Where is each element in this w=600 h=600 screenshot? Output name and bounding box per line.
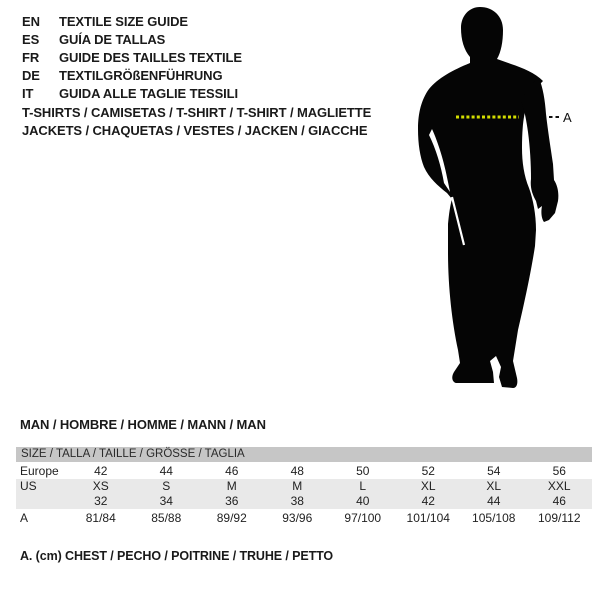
language-code: EN [22, 13, 40, 29]
size-table-header: SIZE / TALLA / TAILLE / GRÖSSE / TAGLIA [16, 447, 592, 462]
language-code: IT [22, 85, 34, 101]
size-value: 46 [552, 494, 566, 508]
size-value: M [292, 479, 303, 493]
section-title: MAN / HOMBRE / HOMME / MANN / MAN [20, 417, 266, 432]
size-table [16, 447, 592, 526]
man-silhouette [418, 7, 543, 388]
table-line [16, 464, 592, 479]
size-table-body [16, 464, 592, 526]
size-value: 109/112 [538, 511, 581, 525]
size-value: 32 [94, 494, 108, 508]
size-value: 36 [225, 494, 239, 508]
chest-footnote: A. (cm) CHEST / PECHO / POITRINE / TRUHE / PETTO [20, 549, 334, 563]
size-value: 56 [552, 464, 566, 478]
language-label: TEXTILE SIZE GUIDE [59, 13, 188, 29]
language-label: GUIDA ALLE TAGLIE TESSILI [59, 85, 239, 101]
size-value: 89/92 [216, 511, 247, 525]
table-row [16, 464, 592, 479]
language-row [22, 48, 242, 66]
table-row [16, 479, 592, 509]
table-line [16, 511, 592, 526]
row-label [16, 494, 68, 509]
row-label: US [20, 479, 37, 493]
language-code: ES [22, 31, 40, 47]
size-value: 38 [290, 494, 304, 508]
language-list [22, 12, 242, 102]
size-value: 85/88 [151, 511, 182, 525]
row-label: Europe [20, 464, 59, 478]
language-code: DE [22, 67, 40, 83]
language-label: GUIDE DES TAILLES TEXTILE [59, 49, 242, 65]
measure-label-a: A [563, 110, 572, 125]
size-value: XS [92, 479, 109, 493]
size-value: L [359, 479, 367, 493]
size-value: 42 [421, 494, 435, 508]
size-value: 52 [421, 464, 435, 478]
table-line [16, 479, 592, 494]
language-row [22, 84, 242, 102]
table-line [16, 494, 592, 509]
language-label: GUÍA DE TALLAS [59, 31, 166, 47]
size-value: M [226, 479, 237, 493]
size-value: 54 [487, 464, 501, 478]
size-value: 97/100 [344, 511, 382, 525]
size-value: 40 [356, 494, 370, 508]
row-label: A [20, 511, 29, 525]
category-line: JACKETS / CHAQUETAS / VESTES / JACKEN / GIACCHE [22, 123, 368, 138]
language-code: FR [22, 49, 40, 65]
size-value: 48 [290, 464, 304, 478]
size-value: 42 [94, 464, 108, 478]
language-row [22, 30, 242, 48]
size-value: 105/108 [472, 511, 516, 525]
size-value: 34 [159, 494, 173, 508]
size-value: 44 [159, 464, 173, 478]
language-row [22, 12, 242, 30]
size-value: 46 [225, 464, 239, 478]
size-value: 93/96 [282, 511, 313, 525]
size-value: 81/84 [85, 511, 116, 525]
size-value: S [162, 479, 171, 493]
category-list [22, 104, 371, 140]
size-value: 50 [356, 464, 370, 478]
category-line: T-SHIRTS / CAMISETAS / T-SHIRT / T-SHIRT / MAGLIETTE [22, 105, 372, 120]
man-figure [408, 0, 600, 400]
size-value: XL [486, 479, 502, 493]
language-label: TEXTILGRÖßENFÜHRUNG [59, 67, 223, 83]
language-row [22, 66, 242, 84]
size-value: XXL [547, 479, 571, 493]
table-row [16, 511, 592, 526]
size-value: 101/104 [406, 511, 450, 525]
size-value: XL [420, 479, 436, 493]
size-value: 44 [487, 494, 501, 508]
